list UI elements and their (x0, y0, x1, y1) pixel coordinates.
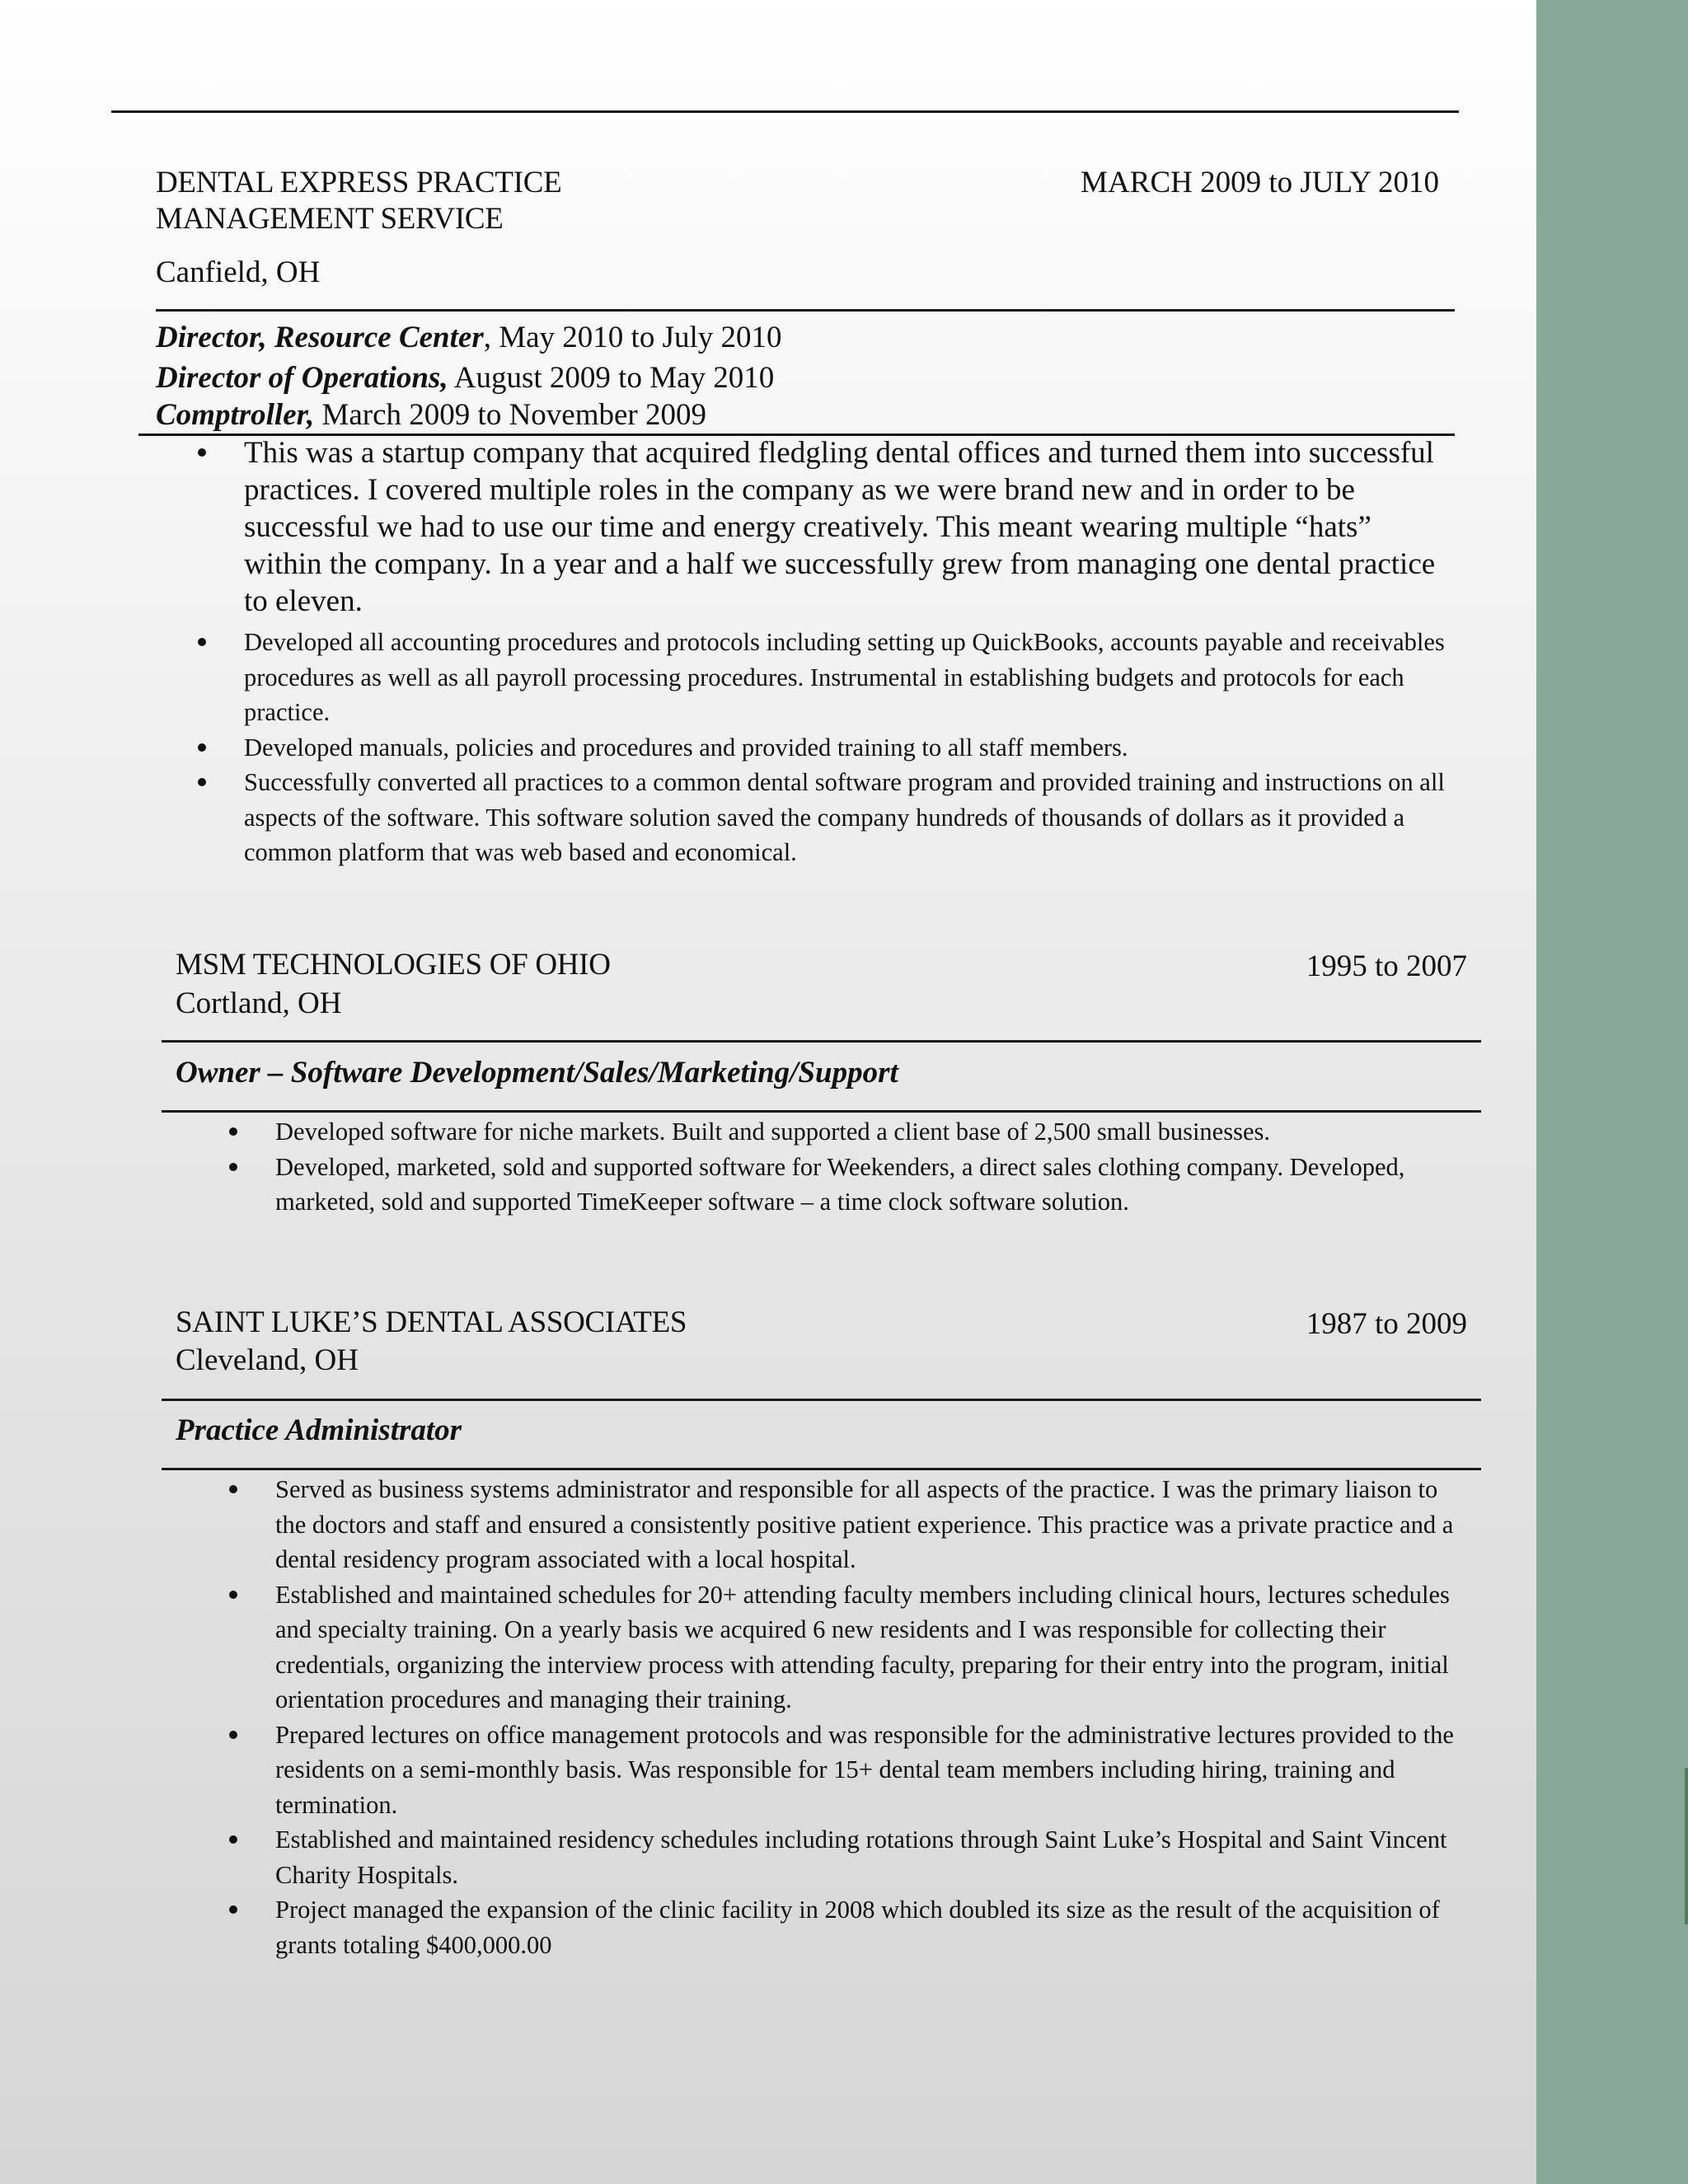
list-item-text: Prepared lectures on office management protocols and was responsible for the administrative lectures provided to the residents on a semi-monthly basis. Was responsible for 15+ dental team members including hiring, training and termination. (275, 1720, 1454, 1819)
bullet-icon (198, 743, 206, 752)
employment-dates: 1987 to 2009 (1306, 1307, 1467, 1341)
company-location: Cleveland, OH (176, 1343, 359, 1377)
list-item (244, 730, 1447, 766)
bullet-icon (229, 1905, 237, 1914)
list-item-text: Developed, marketed, sold and supported software for Weekenders, a direct sales clothing company. Developed, marketed, sold and supported TimeKeeper software – a time clock software solution. (275, 1152, 1405, 1216)
list-item-text: Developed manuals, policies and procedures and provided training to all staff members. (244, 733, 1128, 762)
sidebar-accent (1685, 1768, 1688, 1924)
list-item (244, 625, 1447, 730)
list-item (275, 1114, 1462, 1150)
list-item-text: Successfully converted all practices to a common dental software program and provided training and instructions on all aspects of the software. This software solution saved the company hundreds of thousands of dollars as it provided a common platform that was web based and economical. (244, 768, 1445, 866)
bullet-icon (229, 1127, 237, 1136)
job-title: Owner – Software Development/Sales/Marketing/Support (176, 1056, 898, 1090)
list-item (275, 1822, 1462, 1892)
section-divider (162, 1399, 1481, 1401)
company-location: Cortland, OH (176, 987, 342, 1020)
role-period: March 2009 to November 2009 (314, 398, 706, 432)
list-item (244, 765, 1447, 870)
role-period: , May 2010 to July 2010 (483, 321, 782, 354)
section-divider (162, 1468, 1481, 1470)
list-item-text: Established and maintained residency schedules including rotations through Saint Luke’s Hospital and Saint Vincent Charity Hospitals. (275, 1825, 1447, 1889)
role-title: Director, Resource Center (156, 321, 484, 354)
list-item-text: Served as business systems administrator and responsible for all aspects of the practice. I was the primary liaison to the doctors and staff and ensured a consistently positive patient experience. This practice was a private practice and a dental residency program associated with a local hospital. (275, 1475, 1454, 1573)
list-item (275, 1472, 1462, 1577)
bullet-icon (198, 778, 206, 786)
employment-dates: 1995 to 2007 (1306, 949, 1467, 983)
bullet-icon (229, 1163, 237, 1171)
bullet-icon (229, 1835, 237, 1844)
list-item-text: Established and maintained schedules for 20+ attending faculty members including clinical hours, lectures schedules and specialty training. On a yearly basis we acquired 6 new residents and I was responsible for collecting their credentials, organizing the interview process with attending faculty, preparing for their entry into the program, initial orientation procedures and managing their training. (275, 1580, 1450, 1713)
bullet-icon (229, 1485, 237, 1493)
section-divider (156, 309, 1455, 312)
bullet-icon (229, 1731, 237, 1739)
bullet-list (275, 1472, 1462, 1962)
top-divider (111, 110, 1459, 113)
list-item (244, 434, 1447, 620)
role-line (156, 397, 706, 433)
list-item (275, 1150, 1462, 1220)
bullet-list (244, 625, 1447, 870)
role-line (156, 360, 774, 396)
company-name: DENTAL EXPRESS PRACTICE (156, 166, 562, 199)
bullet-icon (229, 1591, 237, 1599)
section-divider (162, 1110, 1481, 1113)
company-name: SAINT LUKE’S DENTAL ASSOCIATES (176, 1305, 687, 1339)
employment-dates: MARCH 2009 to JULY 2010 (1081, 166, 1439, 199)
bullet-icon (198, 448, 206, 457)
role-period: August 2009 to May 2010 (448, 361, 775, 395)
bullet-list (275, 1114, 1462, 1220)
company-name-line2: MANAGEMENT SERVICE (156, 202, 504, 236)
job-title: Practice Administrator (176, 1413, 462, 1447)
list-item (275, 1577, 1462, 1718)
section-divider (162, 1040, 1481, 1043)
list-item-text: Project managed the expansion of the clinic facility in 2008 which doubled its size as the result of the acquisition of grants totaling $400,000.00 (275, 1896, 1440, 1959)
company-location: Canfield, OH (156, 255, 321, 289)
role-title: Director of Operations, (156, 361, 448, 395)
role-title: Comptroller, (156, 398, 315, 432)
role-line (156, 320, 782, 355)
list-item-text: Developed all accounting procedures and protocols including setting up QuickBooks, accounts payable and receivables procedures as well as all payroll processing procedures. Instrumental in establishing budgets and protocols for each practice. (244, 628, 1445, 726)
sidebar-decoration (1536, 0, 1688, 2184)
bullet-icon (198, 638, 206, 646)
list-item (275, 1718, 1462, 1823)
list-item-text: Developed software for niche markets. Built and supported a client base of 2,500 small businesses. (275, 1118, 1270, 1146)
list-item (275, 1892, 1462, 1962)
company-name: MSM TECHNOLOGIES OF OHIO (176, 948, 611, 982)
list-item-text: This was a startup company that acquired fledgling dental offices and turned them into successful practices. I covered multiple roles in the company as we were brand new and in order to be successful we had to use our time and energy creatively. This meant wearing multiple “hats” within the company. In a year and a half we successfully grew from managing one dental practice to eleven. (244, 436, 1436, 618)
bullet-list (244, 434, 1447, 620)
